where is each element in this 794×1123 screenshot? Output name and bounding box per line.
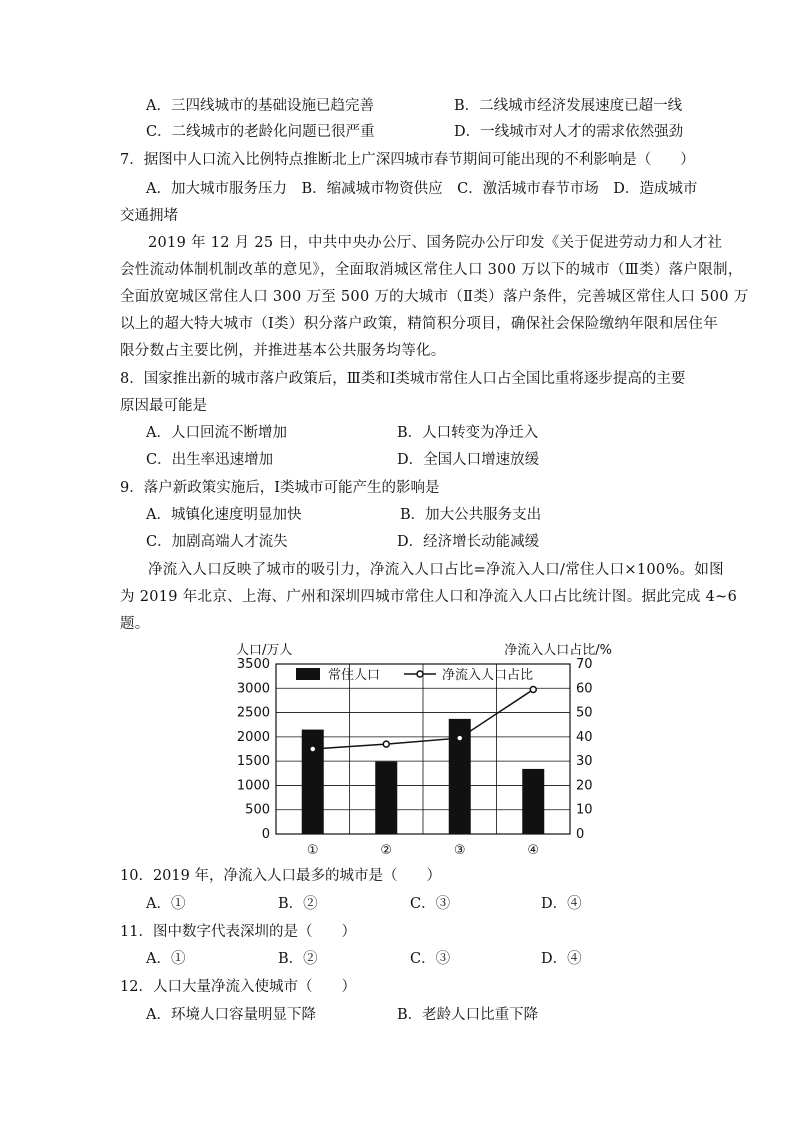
q12-option-a: A．环境人口容量明显下降 — [146, 1007, 316, 1023]
bar — [375, 762, 397, 834]
right-tick-label: 40 — [576, 729, 593, 745]
q9-stem: 9．落户新政策实施后，Ⅰ类城市可能产生的影响是 — [120, 480, 440, 496]
category-label: ① — [306, 843, 319, 858]
line-point — [457, 735, 463, 741]
category-label: ④ — [527, 843, 540, 858]
q11-option-d: D．④ — [541, 951, 582, 967]
q6-option-d: D．一线城市对人才的需求依然强劲 — [454, 124, 684, 140]
line-point — [530, 687, 536, 693]
q7-options-continued: 交通拥堵 — [120, 208, 178, 224]
legend-label-line: 净流入人口占比 — [442, 668, 534, 683]
bar — [522, 769, 544, 834]
q6-option-b: B．二线城市经济发展速度已超一线 — [454, 98, 683, 114]
left-tick-label: 1500 — [236, 754, 270, 770]
legend-bar-swatch — [296, 668, 320, 680]
line-point — [383, 741, 389, 747]
passage2-line: 净流入人口反映了城市的吸引力，净流入人口占比=净流入人口/常住人口×100%。如图 — [148, 562, 724, 578]
q6-option-a: A．三四线城市的基础设施已趋完善 — [146, 98, 374, 114]
q10-option-b: B．② — [278, 896, 318, 912]
left-tick-label: 500 — [245, 802, 270, 818]
q6-option-c: C．二线城市的老龄化问题已很严重 — [146, 124, 375, 140]
category-label: ③ — [453, 843, 466, 858]
q10-option-c: C．③ — [410, 896, 451, 912]
left-tick-label: 1000 — [236, 778, 270, 794]
left-tick-label: 3000 — [236, 681, 270, 697]
q10-option-d: D．④ — [541, 896, 582, 912]
q8-option-a: A．人口回流不断增加 — [146, 425, 287, 441]
right-axis-title: 净流入人口占比/% — [504, 643, 612, 658]
q8-stem-continued: 原因最可能是 — [120, 398, 207, 414]
q12-option-b: B．老龄人口比重下降 — [397, 1007, 539, 1023]
q11-stem: 11．图中数字代表深圳的是（ ） — [120, 924, 356, 940]
legend-label-bar: 常住人口 — [328, 668, 381, 683]
q8-stem: 8．国家推出新的城市落户政策后，Ⅲ类和Ⅰ类城市常住人口占全国比重将逐步提高的主要 — [120, 371, 686, 387]
q8-option-b: B．人口转变为净迁入 — [397, 425, 539, 441]
legend-line-marker — [417, 671, 423, 677]
left-tick-label: 3500 — [236, 657, 270, 672]
q9-option-b: B．加大公共服务支出 — [400, 507, 542, 523]
q8-option-c: C．出生率迅速增加 — [146, 452, 274, 468]
passage1-line: 2019 年 12 月 25 日，中共中央办公厅、国务院办公厅印发《关于促进劳动力和人才社 — [148, 235, 723, 251]
left-axis-title: 人口/万人 — [236, 643, 293, 658]
q8-option-d: D．全国人口增速放缓 — [397, 452, 540, 468]
right-tick-label: 0 — [576, 827, 585, 842]
passage2-line: 题。 — [120, 616, 150, 632]
left-tick-label: 0 — [261, 827, 270, 842]
q11-option-b: B．② — [278, 951, 318, 967]
right-tick-label: 70 — [576, 657, 593, 672]
q10-stem: 10．2019 年，净流入人口最多的城市是（ ） — [120, 868, 441, 884]
passage2-line: 为 2019 年北京、上海、广州和深圳四城市常住人口和净流入人口占比统计图。据此完成 4~6 — [120, 589, 738, 605]
right-tick-label: 20 — [576, 778, 593, 794]
chart-legend — [296, 667, 533, 683]
q9-option-a: A．城镇化速度明显加快 — [146, 507, 302, 523]
q12-stem: 12．人口大量净流入使城市（ ） — [120, 979, 356, 995]
passage1-line: 全面放宽城区常住人口 300 万至 500 万的大城市（Ⅱ类）落户条件，完善城区常住人口 500 万 — [120, 289, 749, 305]
left-tick-label: 2500 — [236, 705, 270, 721]
q7-stem: 7．据图中人口流入比例特点推断北上广深四城市春节期间可能出现的不利影响是（ ） — [120, 152, 695, 168]
right-tick-label: 50 — [576, 705, 593, 721]
q7-options: A．加大城市服务压力 B．缩减城市物资供应 C．激活城市春节市场 D．造成城市 — [146, 181, 698, 197]
population-chart — [228, 640, 618, 860]
passage1-line: 限分数占主要比例，并推进基本公共服务均等化。 — [120, 343, 446, 359]
q9-option-c: C．加剧高端人才流失 — [146, 534, 288, 550]
right-tick-label: 30 — [576, 754, 593, 770]
right-tick-label: 10 — [576, 802, 593, 818]
left-tick-label: 2000 — [236, 729, 270, 745]
q11-option-a: A．① — [146, 951, 186, 967]
q11-option-c: C．③ — [410, 951, 451, 967]
right-tick-label: 60 — [576, 681, 593, 697]
category-label: ② — [380, 843, 393, 858]
passage1-line: 以上的超大特大城市（Ⅰ类）积分落户政策，精简积分项目，确保社会保险缴纳年限和居住年 — [120, 316, 719, 332]
passage1-line: 会性流动体制机制改革的意见》，全面取消城区常住人口 300 万以下的城市（Ⅲ类）落户限制， — [120, 262, 743, 278]
q9-option-d: D．经济增长动能减缓 — [397, 534, 540, 550]
q10-option-a: A．① — [146, 896, 186, 912]
bar — [302, 730, 324, 834]
line-point — [310, 746, 316, 752]
